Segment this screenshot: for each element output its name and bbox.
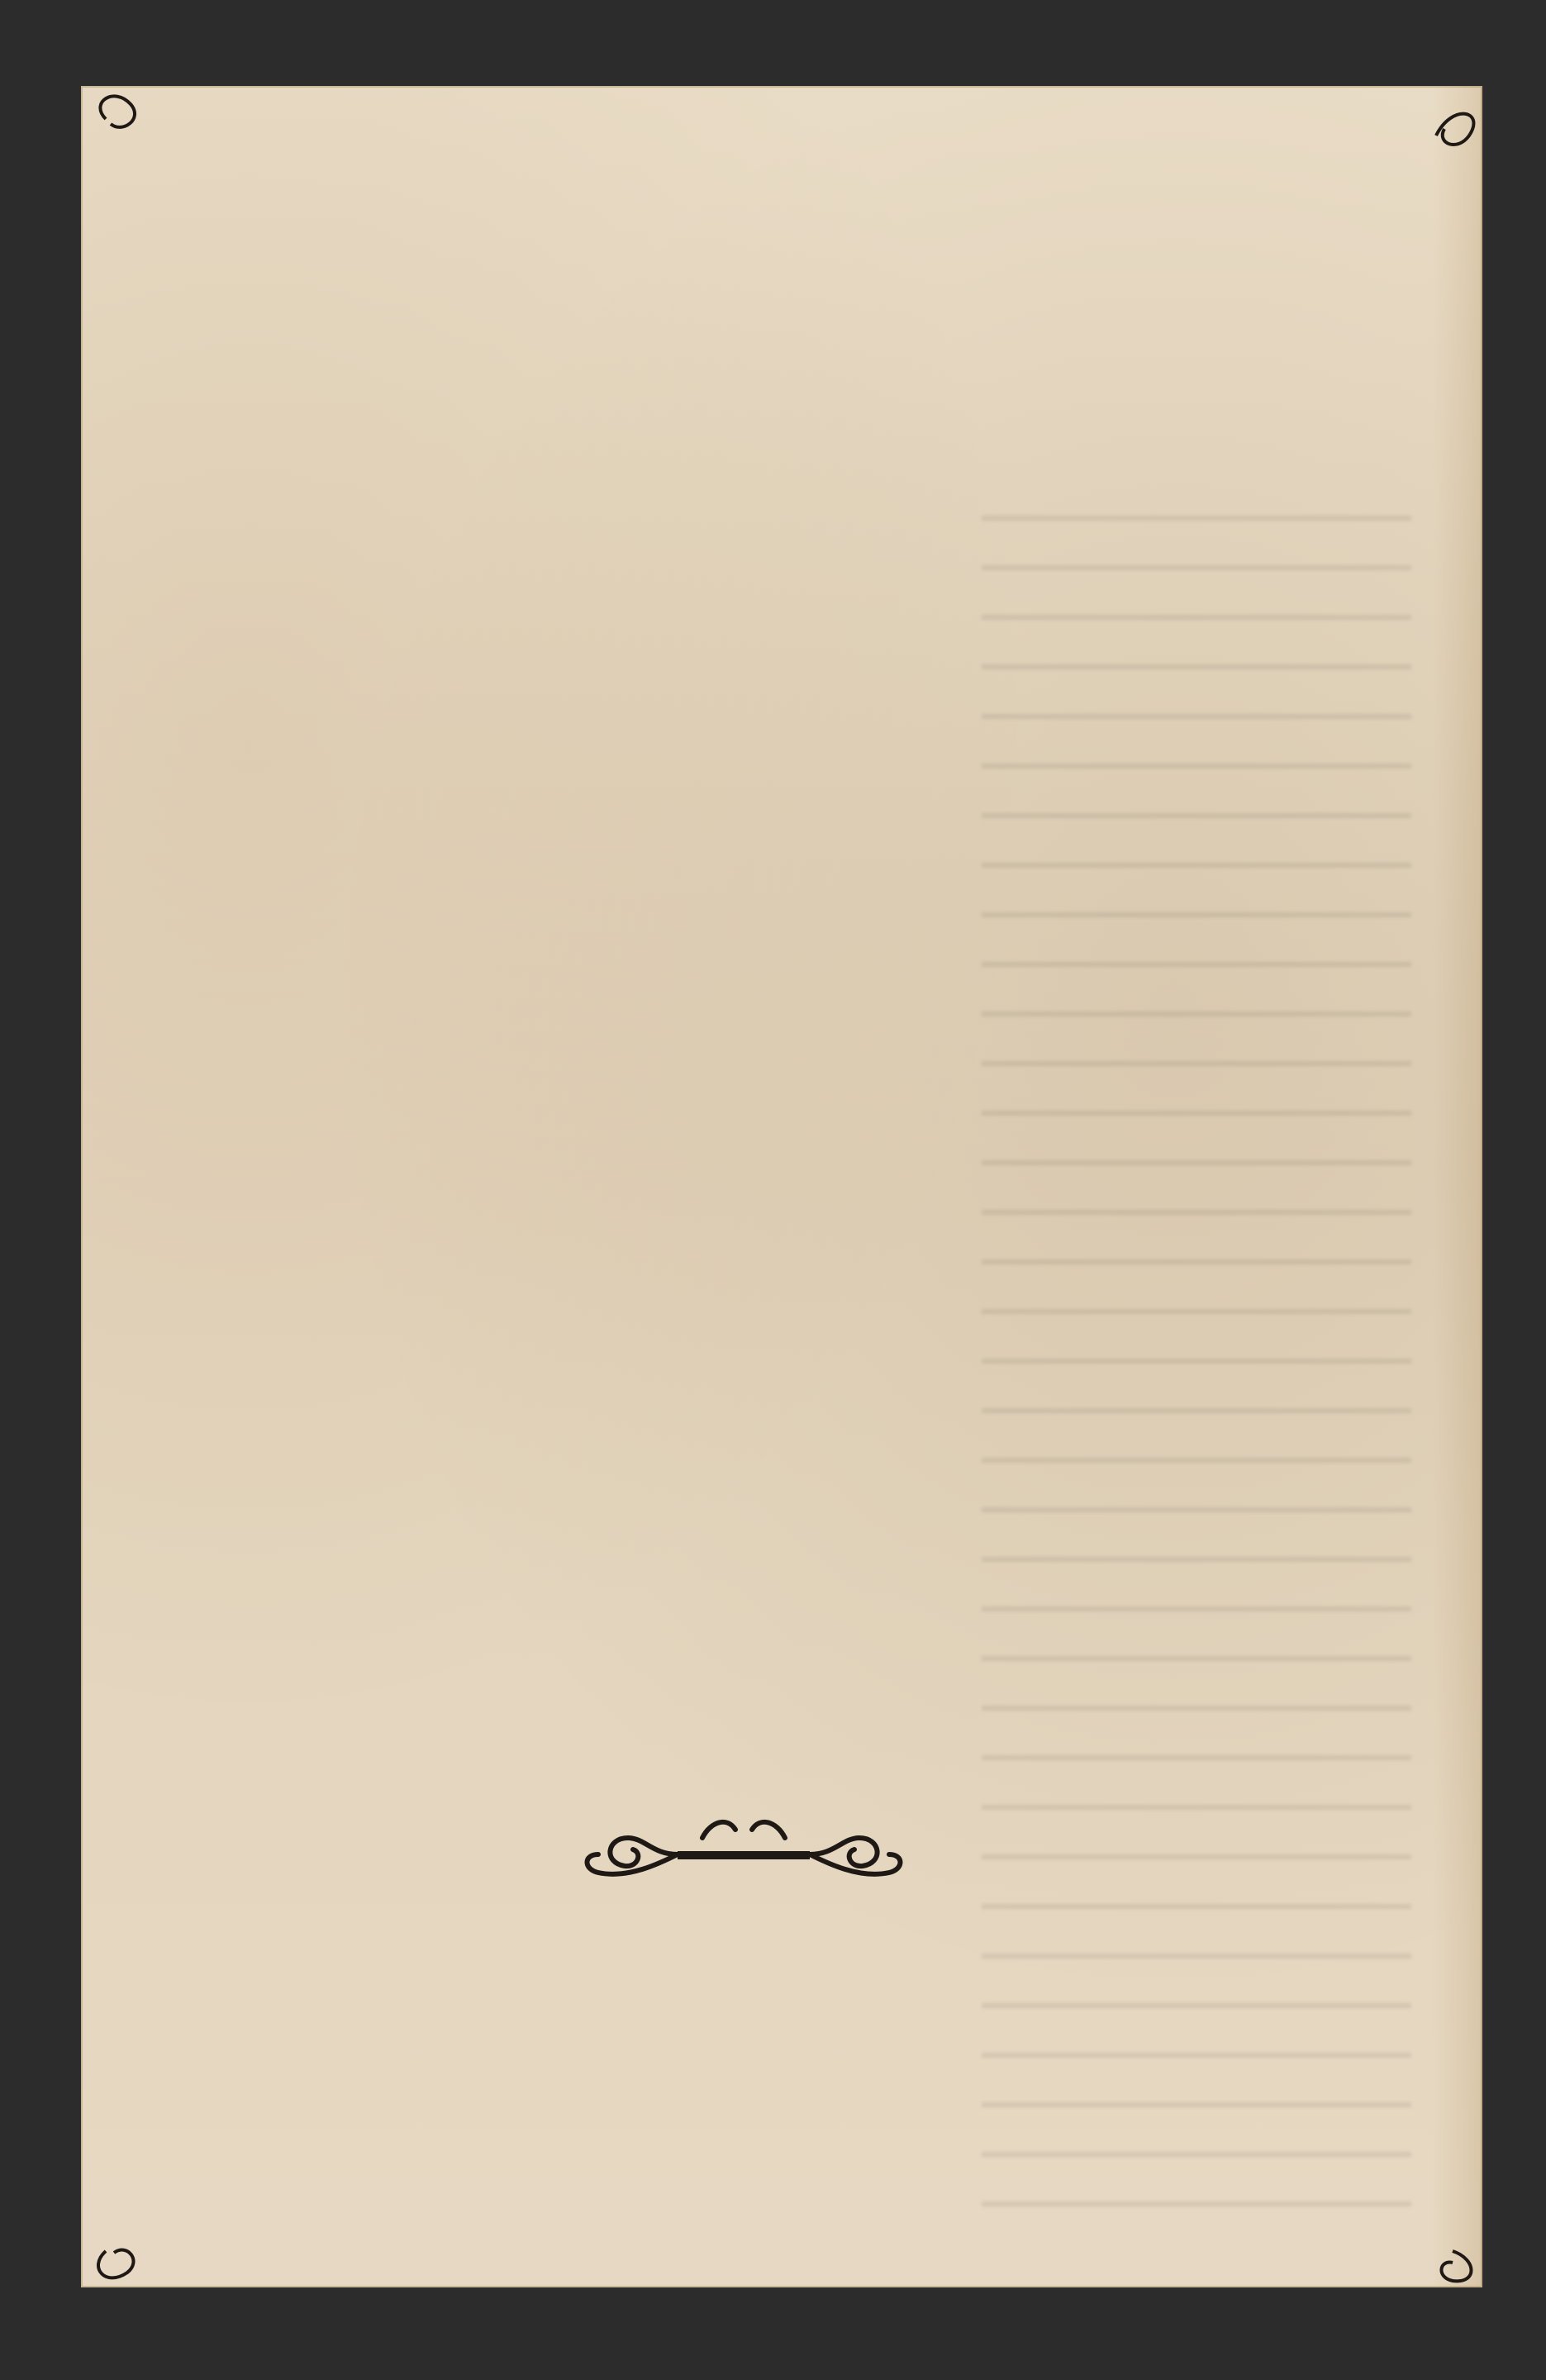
chain-border (81, 86, 1482, 2287)
corner-flourish-top-left (100, 96, 135, 126)
corner-flourish-top-right (1436, 114, 1473, 145)
scroll-flourish-ornament (578, 1805, 909, 1896)
corner-flourish-bottom-right (1441, 2251, 1471, 2281)
corner-flourish-bottom-left (98, 2250, 134, 2278)
